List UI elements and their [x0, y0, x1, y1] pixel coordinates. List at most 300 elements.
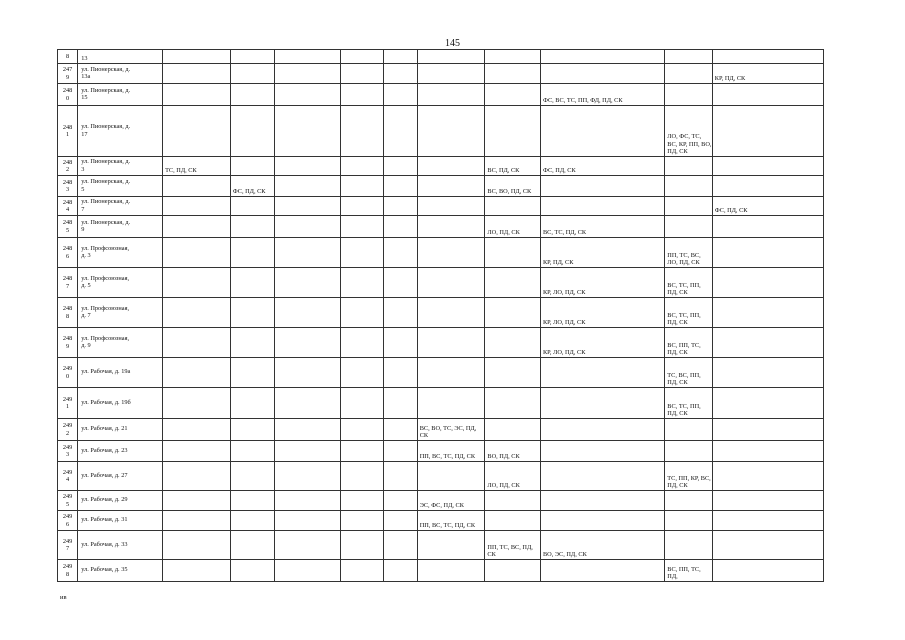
table-row: [58, 106, 824, 157]
defect-cell: [163, 491, 231, 511]
defect-cell: [230, 358, 274, 388]
defect-cell: КР, ЛО, ПД, СК: [540, 268, 664, 298]
defect-cell: [340, 419, 383, 441]
address-line: ул. Рабочая, д. 29: [81, 496, 128, 504]
address-line: д. 5: [81, 282, 91, 289]
page-number: 145: [445, 38, 460, 49]
defect-cell: [163, 64, 231, 84]
table-row: [58, 216, 824, 238]
row-number: [58, 531, 78, 560]
row-number-part: 7: [66, 282, 70, 290]
defect-cell: [665, 84, 712, 106]
defect-cell: [485, 238, 541, 268]
defect-cell: [384, 328, 417, 358]
address-cell: [78, 176, 163, 197]
row-number-part: 249: [62, 493, 73, 501]
row-number: [58, 106, 78, 157]
defect-cell: ВС, ТС, ПП, ПД, СК: [665, 298, 712, 328]
defect-cell: [485, 358, 541, 388]
defect-cell: [340, 462, 383, 491]
table-row: [58, 560, 824, 582]
row-number-part: 7: [66, 545, 70, 552]
address-cell: [78, 328, 163, 358]
row-number-part: 248: [62, 178, 73, 186]
defect-cell: [665, 64, 712, 84]
defect-cell: [665, 419, 712, 441]
defect-cell: [163, 176, 231, 197]
row-number: [58, 216, 78, 238]
defect-cell: КР, ЛО, ПД, СК: [540, 328, 664, 358]
defect-cell: [340, 491, 383, 511]
defect-cell: [712, 328, 823, 358]
address-line: 9: [81, 226, 85, 233]
defect-cell: ПП, ВС, ТС, ПД, СК: [417, 441, 485, 462]
row-number-part: 2: [66, 166, 70, 173]
defect-cell: [417, 84, 485, 106]
address-line: д. 7: [81, 312, 91, 319]
defect-cell: [540, 358, 664, 388]
defect-cell: [163, 531, 231, 560]
address-cell: [78, 106, 163, 157]
row-number-part: 248: [62, 275, 73, 283]
defect-cell: [417, 197, 485, 216]
row-number: [58, 176, 78, 197]
defect-cell: [163, 328, 231, 358]
defect-cell: [230, 511, 274, 531]
defect-cell: ПП, ТС, ВС, ЛО, ПД, СК: [665, 238, 712, 268]
row-number-part: 249: [62, 537, 73, 545]
defect-cell: ВС, ТС, ПП, ПД, СК: [665, 388, 712, 419]
defect-cell: [417, 358, 485, 388]
defect-cell: [485, 328, 541, 358]
defect-cell: [230, 64, 274, 84]
defect-cell: [230, 216, 274, 238]
address-cell: [78, 197, 163, 216]
defect-cell: [163, 50, 231, 64]
defect-cell: ПП, ТС, ВС, ПД, СК: [485, 531, 541, 560]
row-number-part: 4: [66, 476, 70, 483]
row-number: [58, 84, 78, 106]
defect-cell: [485, 50, 541, 64]
row-number-part: 5: [66, 500, 70, 508]
defect-cell: [485, 491, 541, 511]
defect-cell: [540, 50, 664, 64]
defect-cell: [540, 560, 664, 582]
defect-cell: [230, 462, 274, 491]
row-number-part: 6: [66, 520, 70, 528]
address-cell: [78, 268, 163, 298]
footer-note: ив: [60, 594, 67, 601]
row-number-part: 8: [66, 312, 70, 320]
address-line: 3: [81, 165, 85, 173]
defect-cell: [665, 216, 712, 238]
row-number-part: 249: [62, 468, 73, 476]
table-row: [58, 462, 824, 491]
defect-cell: [340, 197, 383, 216]
defect-cell: [417, 176, 485, 197]
address-line: 5: [81, 185, 85, 193]
defect-cell: [712, 491, 823, 511]
defects-table: [57, 49, 824, 582]
address-cell: [78, 64, 163, 84]
row-number-part: 1: [66, 131, 70, 138]
defect-cell: ВС, ТС, ПП, ПД, СК: [665, 268, 712, 298]
row-number: [58, 157, 78, 176]
defect-cell: [712, 560, 823, 582]
table-row: [58, 84, 824, 106]
address-line: ул. Пионерская, д.: [81, 123, 131, 131]
row-number-part: 248: [62, 245, 73, 253]
defect-cell: [485, 268, 541, 298]
defect-cell: [275, 238, 341, 268]
defect-cell: [417, 216, 485, 238]
row-number-part: 0: [66, 372, 70, 380]
address-cell: [78, 511, 163, 531]
defect-cell: [275, 268, 341, 298]
defect-cell: ПП, ВС, ТС, ПД, СК: [417, 511, 485, 531]
defect-cell: [163, 462, 231, 491]
defect-cell: [712, 298, 823, 328]
defect-cell: [712, 419, 823, 441]
defect-cell: [275, 50, 341, 64]
defect-cell: [384, 491, 417, 511]
defect-cell: [275, 176, 341, 197]
table-row: [58, 511, 824, 531]
defect-cell: [712, 388, 823, 419]
defect-cell: [712, 531, 823, 560]
row-number: [58, 560, 78, 582]
defect-cell: [540, 441, 664, 462]
defect-cell: [712, 268, 823, 298]
defect-cell: [163, 106, 231, 157]
defect-cell: [417, 560, 485, 582]
defect-cell: [275, 106, 341, 157]
defect-cell: [275, 388, 341, 419]
defect-cell: [712, 106, 823, 157]
defect-cell: [712, 238, 823, 268]
address-line: ул. Профсоюзная,: [81, 334, 130, 342]
defect-cell: [230, 560, 274, 582]
address-line: ул. Пионерская, д.: [81, 86, 131, 94]
defect-cell: ВС, ПП, ТС, ПД,: [665, 560, 712, 582]
defect-cell: [384, 176, 417, 197]
row-number-part: 9: [66, 73, 70, 81]
defect-cell: ВС, ПД, СК: [485, 157, 541, 176]
row-number: [58, 197, 78, 216]
row-number: [58, 50, 78, 64]
row-number-part: 248: [62, 87, 73, 95]
defect-cell: [163, 560, 231, 582]
address-cell: [78, 157, 163, 176]
address-line: д. 9: [81, 342, 91, 349]
row-number-part: 248: [62, 219, 73, 227]
row-number-part: 249: [62, 365, 73, 373]
defect-cell: [230, 157, 274, 176]
defect-cell: [384, 268, 417, 298]
defect-cell: [665, 176, 712, 197]
defect-cell: [384, 560, 417, 582]
row-number-part: 247: [62, 66, 73, 74]
row-number-part: 249: [62, 513, 73, 521]
defect-cell: ЛО, ПД, СК: [485, 462, 541, 491]
defect-cell: [384, 388, 417, 419]
defect-cell: [665, 441, 712, 462]
address-line: ул. Рабочая, д. 19а: [81, 368, 131, 376]
table-row: [58, 491, 824, 511]
defect-cell: [540, 64, 664, 84]
table-row: [58, 298, 824, 328]
defect-cell: [417, 462, 485, 491]
defect-cell: [275, 84, 341, 106]
defect-cell: [275, 216, 341, 238]
address-line: ул. Пионерская, д.: [81, 158, 131, 166]
defect-cell: [384, 238, 417, 268]
defect-cell: [540, 106, 664, 157]
defect-cell: [275, 298, 341, 328]
row-number-part: 249: [62, 395, 73, 403]
defect-cell: ВО, ПД, СК: [485, 441, 541, 462]
defect-cell: [230, 84, 274, 106]
defect-cell: [230, 106, 274, 157]
defect-cell: [163, 268, 231, 298]
defect-cell: [417, 157, 485, 176]
address-line: ул. Рабочая, д. 19б: [81, 398, 131, 406]
defect-cell: [485, 84, 541, 106]
defect-cell: [275, 197, 341, 216]
row-number-part: 248: [62, 158, 73, 166]
row-number-part: 6: [66, 252, 70, 260]
table-row: [58, 157, 824, 176]
defect-cell: [275, 358, 341, 388]
table-row: [58, 441, 824, 462]
row-number: [58, 358, 78, 388]
address-line: ул. Пионерская, д.: [81, 218, 131, 226]
row-number-part: 1: [66, 403, 70, 410]
row-number-part: 3: [66, 186, 70, 193]
defect-cell: ФС, ПД, СК: [230, 176, 274, 197]
defect-cell: [230, 491, 274, 511]
row-number-part: 9: [66, 342, 70, 350]
address-cell: [78, 419, 163, 441]
defect-cell: [384, 50, 417, 64]
defect-cell: [485, 419, 541, 441]
defect-cell: [230, 197, 274, 216]
defect-cell: [485, 560, 541, 582]
defect-cell: [340, 216, 383, 238]
address-line: ул. Рабочая, д. 35: [81, 566, 128, 574]
address-cell: [78, 462, 163, 491]
defect-cell: [340, 511, 383, 531]
row-number: [58, 388, 78, 419]
table-row: [58, 176, 824, 197]
defect-cell: [384, 358, 417, 388]
row-number-part: 248: [62, 198, 73, 206]
defect-cell: [417, 328, 485, 358]
address-line: ул. Рабочая, д. 27: [81, 471, 128, 479]
defect-cell: [485, 197, 541, 216]
defect-cell: [384, 462, 417, 491]
defect-cell: [540, 176, 664, 197]
defect-cell: [485, 298, 541, 328]
defect-cell: ТС, ПП, КР, ВС, ПД, СК: [665, 462, 712, 491]
defect-cell: [275, 462, 341, 491]
defect-cell: КР, ПД, СК: [712, 64, 823, 84]
address-cell: [78, 531, 163, 560]
defect-cell: [275, 511, 341, 531]
defect-cell: [163, 511, 231, 531]
defect-cell: [712, 511, 823, 531]
address-cell: [78, 216, 163, 238]
defect-cell: ЛО, ПД, СК: [485, 216, 541, 238]
defect-cell: [275, 328, 341, 358]
row-number: [58, 511, 78, 531]
defect-cell: [230, 328, 274, 358]
defect-cell: ВО, ЭС, ПД, СК: [540, 531, 664, 560]
defect-cell: [340, 238, 383, 268]
address-line: ул. Рабочая, д. 23: [81, 446, 128, 454]
defect-cell: ФС, ПД, СК: [540, 157, 664, 176]
defect-cell: [417, 50, 485, 64]
defect-cell: [485, 106, 541, 157]
defect-cell: [230, 388, 274, 419]
address-cell: [78, 560, 163, 582]
defect-cell: [340, 84, 383, 106]
defect-cell: ЛО, ФС, ТС, ВС, КР, ПП, ВО, ПД, СК: [665, 106, 712, 157]
row-number: [58, 64, 78, 84]
defect-cell: [340, 531, 383, 560]
defect-cell: [275, 157, 341, 176]
defect-cell: [340, 328, 383, 358]
defect-cell: [485, 64, 541, 84]
table-row: [58, 358, 824, 388]
defect-cell: [163, 388, 231, 419]
address-line: ул. Профсоюзная,: [81, 244, 130, 252]
table-row: [58, 197, 824, 216]
defect-cell: [340, 157, 383, 176]
row-number-part: 0: [66, 94, 70, 102]
defect-cell: [384, 64, 417, 84]
defect-cell: [340, 358, 383, 388]
address-cell: [78, 491, 163, 511]
address-cell: [78, 84, 163, 106]
defect-cell: ВС, ВО, ПД, СК: [485, 176, 541, 197]
address-line: 15: [81, 94, 88, 101]
defect-cell: КР, ЛО, ПД, СК: [540, 298, 664, 328]
defect-cell: [275, 441, 341, 462]
defect-cell: КР, ПД, СК: [540, 238, 664, 268]
defect-cell: [275, 64, 341, 84]
defect-cell: ТС, ПД, СК: [163, 157, 231, 176]
defect-cell: [712, 176, 823, 197]
defect-cell: [163, 441, 231, 462]
defect-cell: [712, 157, 823, 176]
defect-cell: [275, 531, 341, 560]
row-number: [58, 419, 78, 441]
address-line: ул. Пионерская, д.: [81, 65, 131, 73]
row-number: [58, 238, 78, 268]
defect-cell: [163, 84, 231, 106]
row-number-part: 8: [66, 52, 70, 60]
row-number: [58, 328, 78, 358]
defect-cell: [417, 106, 485, 157]
defect-cell: [665, 50, 712, 64]
row-number: [58, 462, 78, 491]
defect-cell: ВС, ТС, ПД, СК: [540, 216, 664, 238]
defect-cell: ФС, ПД, СК: [712, 197, 823, 216]
defect-cell: [163, 238, 231, 268]
defect-cell: [230, 419, 274, 441]
defect-cell: [712, 462, 823, 491]
defect-cell: [340, 64, 383, 84]
defect-cell: [540, 388, 664, 419]
defect-cell: [384, 298, 417, 328]
address-line: 13а: [81, 73, 91, 80]
table-row: [58, 531, 824, 560]
row-number-part: 4: [66, 206, 70, 213]
defect-cell: [384, 157, 417, 176]
address-line: д. 3: [81, 252, 91, 259]
defect-cell: [712, 216, 823, 238]
address-cell: [78, 358, 163, 388]
row-number: [58, 268, 78, 298]
defect-cell: [384, 531, 417, 560]
defect-cell: ЭС, ФС, ПД, СК: [417, 491, 485, 511]
row-number-part: 249: [62, 422, 73, 430]
defect-cell: [417, 298, 485, 328]
defect-cell: [665, 197, 712, 216]
defect-cell: [417, 388, 485, 419]
address-line: 13: [81, 54, 88, 62]
address-line: ул. Профсоюзная,: [81, 274, 130, 282]
defect-cell: [665, 491, 712, 511]
defect-cell: [384, 197, 417, 216]
address-line: ул. Профсоюзная,: [81, 304, 130, 312]
defect-cell: ФС, ВС, ТС, ПП, ФД, ПД, СК: [540, 84, 664, 106]
address-cell: [78, 388, 163, 419]
defect-cell: [163, 197, 231, 216]
defect-cell: [340, 106, 383, 157]
address-line: ул. Пионерская, д.: [81, 178, 131, 186]
defect-cell: [230, 50, 274, 64]
address-line: ул. Пионерская, д.: [81, 198, 131, 206]
row-number-part: 248: [62, 305, 73, 313]
row-number: [58, 441, 78, 462]
defect-cell: [340, 298, 383, 328]
address-cell: [78, 298, 163, 328]
defect-cell: ВС, ПП, ТС, ПД, СК: [665, 328, 712, 358]
defect-cell: [163, 216, 231, 238]
defect-cell: [540, 511, 664, 531]
defect-cell: [417, 64, 485, 84]
row-number-part: 248: [62, 123, 73, 131]
table-row: [58, 419, 824, 441]
address-cell: [78, 50, 163, 64]
address-line: ул. Рабочая, д. 31: [81, 516, 128, 524]
defect-cell: [384, 441, 417, 462]
address-line: ул. Рабочая, д. 21: [81, 425, 128, 433]
defect-cell: [665, 531, 712, 560]
row-number-part: 249: [62, 443, 73, 451]
defect-cell: [417, 238, 485, 268]
defect-cell: [712, 50, 823, 64]
defect-cell: [712, 84, 823, 106]
defect-cell: [163, 358, 231, 388]
defect-cell: [540, 197, 664, 216]
table-row: [58, 328, 824, 358]
table-row: [58, 388, 824, 419]
row-number-part: 3: [66, 451, 70, 458]
row-number: [58, 491, 78, 511]
